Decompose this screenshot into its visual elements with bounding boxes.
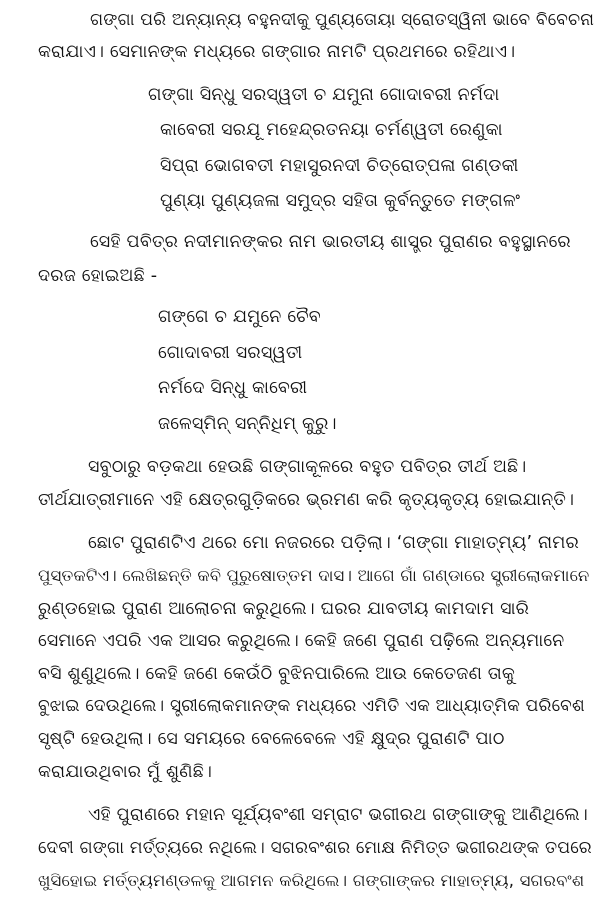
paragraph-line: ଦରଜ ହୋଇଅଛି - [38,266,158,286]
verse-line: ନର୍ମଦେ ସିନ୍ଧୁ କାବେରୀ [158,378,308,398]
verse-line: ସିପ୍ରା ଭୋଗବତୀ ମହାସୁରନଦୀ ଚିତ୍ରୋତ୍ପଳା ଗଣ୍ଡକୀ [160,156,519,176]
verse-line: ଗଙ୍ଗା ସିନ୍ଧୁ ସରସ୍ୱତୀ ଚ ଯମୁନା ଗୋଦାବରୀ ନର୍ମଦା [148,85,500,105]
verse-line: ଗଙ୍ଗେ ଚ ଯମୁନେ ଚୈବ [158,307,321,327]
paragraph-line: ତୀର୍ଥଯାତ୍ରୀମାନେ ଏହି କ୍ଷେତ୍ରଗୁଡ଼ିକରେ ଭ୍ରମଣ କରି କୃତ୍ୟକୃତ୍ୟ ହୋଇଯାନ୍ତି। [38,490,575,510]
verse-line: ଜଳେସ୍ମିନ୍ ସନ୍ନିଧିମ୍ କୁରୁ। [158,414,337,434]
paragraph-line: ଗଙ୍ଗା ପରି ଅନ୍ୟାନ୍ୟ ବହୁନଦୀକୁ ପୁଣ୍ୟତୋୟା ସ୍ରୋତସ୍ୱିନୀ ଭାବେ ବିବେଚନା [90,10,595,30]
paragraph-line: ବସି ଶୁଣୁଥିଲେ। କେହି ଜଣେ କେଉଁଠି ବୁଝିନପାରିଲେ ଆଉ କେତେଜଣ ତାକୁ [38,664,516,684]
paragraph-line: କରାଯାଏ। ସେମାନଙ୍କ ମଧ୍ୟରେ ଗଙ୍ଗାର ନାମଟି ପ୍ରଥମରେ ରହିଥାଏ। [38,42,516,62]
paragraph-line: ରୁଣ୍ଡହୋଇ ପୁରାଣ ଆଲୋଚନା କରୁଥିଲେ। ଘରର ଯାବତୀୟ କାମଦାମ ସାରି [38,599,530,619]
paragraph-line: ଏହି ପୁରାଣରେ ମହାନ ସୂର୍ଯ୍ୟବଂଶୀ ସମ୍ରାଟ ଭଗୀରଥ ଗଙ୍ଗାଙ୍କୁ ଆଣିଥିଲେ। [88,805,588,825]
paragraph-line: ଖୁସିହୋଇ ମର୍ତ୍ତ୍ୟମଣ୍ଡଳକୁ ଆଗମନ କରିଥିଲେ। ଗଙ୍ଗାଙ୍କର ମାହାତ୍ମ୍ୟ, ସଗରବଂଶ [38,871,585,890]
paragraph-line: ସେମାନେ ଏପରି ଏକ ଆସର କରୁଥିଲେ। କେହି ଜଣେ ପୁରାଣ ପଢ଼ିଲେ ଅନ୍ୟମାନେ [38,631,565,651]
paragraph-line: କରାଯାଉଥିବାର ମୁଁ ଶୁଣିଛି। [38,762,213,782]
paragraph-line: ଦେବୀ ଗଙ୍ଗା ମର୍ତ୍ତ୍ୟରେ ନଥିଲେ। ସଗରବଂଶର ମୋକ୍ଷ ନିମିତ୍ତ ଭଗୀରଥଙ୍କ ତପରେ [38,838,592,858]
paragraph-line: ବୁଝାଇ ଦେଉଥିଲେ। ସ୍ତ୍ରୀଲୋକମାନଙ୍କ ମଧ୍ୟରେ ଏମିତି ଏକ ଆଧ୍ୟାତ୍ମିକ ପରିବେଶ [38,696,585,716]
paragraph-line: ସୃଷ୍ଟି ହେଉଥିଲା। ସେ ସମୟରେ ବେଳେବେଳେ ଏହି କ୍ଷୁଦ୍ର ପୁରାଣଟି ପାଠ [38,729,505,749]
verse-line: ପୁଣ୍ୟା ପୁଣ୍ୟଜଳା ସମୁଦ୍ର ସହିତା କୁର୍ବନ୍ତୁତେ ମଙ୍ଗଳଂ [160,191,521,211]
verse-line: କାବେରୀ ସରଯୂ ମହେନ୍ଦ୍ରତନୟା ଚର୍ମଣ୍ୱତୀ ରେଣୁକା [160,120,503,140]
verse-line: ଗୋଦାବରୀ ସରସ୍ୱତୀ [158,343,303,363]
paragraph-line: ଛୋଟ ପୁରାଣଟିଏ ଥରେ ମୋ ନଜରରେ ପଡ଼ିଲା। ‘ଗଙ୍ଗା ମାହାତ୍ମ୍ୟ’ ନାମର [88,533,580,553]
paragraph-line: ସବୁଠାରୁ ବଡ଼କଥା ହେଉଛି ଗଙ୍ଗାକୂଳରେ ବହୁତ ପବିତ୍ର ତୀର୍ଥ ଅଛି। [88,457,527,477]
paragraph-line: ପୁସ୍ତକଟିଏ। ଲେଖିଛନ୍ତି କବି ପୁରୁଷୋତ୍ତମ ଦାସ। ଆଗେ ଗାଁ ଗଣ୍ଡାରେ ସ୍ତ୍ରୀଲୋକମାନେ [38,566,590,585]
paragraph-line: ସେହି ପବିତ୍ର ନଦୀମାନଙ୍କର ନାମ ଭାରତୀୟ ଶାସ୍ତ୍ର ପୁରାଣର ବହୁସ୍ଥାନରେ [90,232,571,252]
